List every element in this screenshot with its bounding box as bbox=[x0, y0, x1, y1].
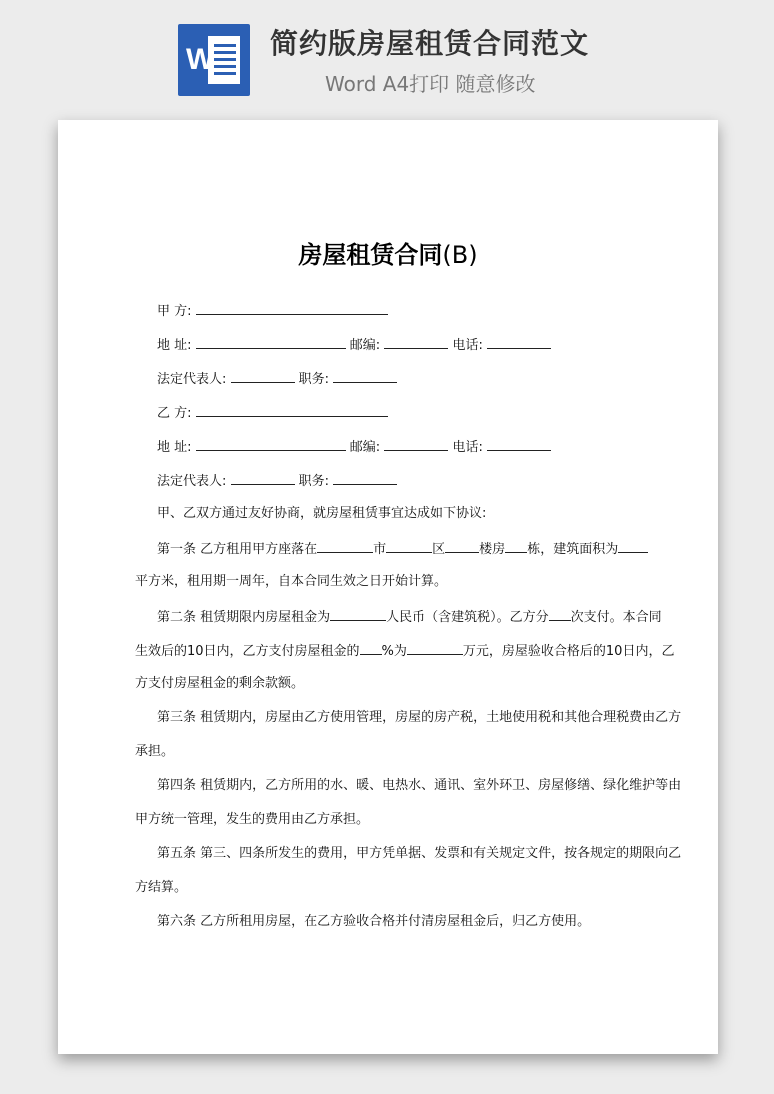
header-title: 简约版房屋租赁合同范文 bbox=[270, 27, 590, 60]
title-b-label: 职务: bbox=[298, 474, 330, 489]
rep-b-label: 法定代表人: bbox=[157, 474, 227, 489]
art2-percent-blank[interactable] bbox=[360, 640, 382, 655]
article-2-line-2 bbox=[135, 640, 674, 662]
address-a-line bbox=[157, 334, 551, 356]
article-6-line-1: 第六条 乙方所租用房屋，在乙方验收合格并付清房屋租金后，归乙方使用。 bbox=[157, 914, 591, 929]
art1-text-a: 第一条 乙方租用甲方座落在 bbox=[157, 542, 318, 557]
title-b-blank[interactable] bbox=[333, 470, 397, 485]
phone-a-blank[interactable] bbox=[487, 334, 551, 349]
article-2-line-3: 方支付房屋租金的剩余款额。 bbox=[135, 676, 305, 691]
logo-letter: W bbox=[186, 43, 215, 76]
art2-text-e: %为 bbox=[381, 644, 407, 659]
zip-b-label: 邮编: bbox=[349, 440, 381, 455]
zip-a-blank[interactable] bbox=[384, 334, 448, 349]
address-b-blank[interactable] bbox=[196, 436, 346, 451]
rep-b-blank[interactable] bbox=[231, 470, 295, 485]
party-b-label: 乙 方: bbox=[157, 406, 192, 421]
article-5-line-1: 第五条 第三、四条所发生的费用，甲方凭单据、发票和有关规定文件，按各规定的期限向乙 bbox=[157, 846, 682, 861]
address-b-line bbox=[157, 436, 551, 458]
title-main: 房屋租赁合同 bbox=[298, 241, 443, 269]
title-suffix: (B) bbox=[442, 241, 478, 269]
article-1-line-2: 平方米，租用期一周年，自本合同生效之日开始计算。 bbox=[135, 574, 448, 589]
intro-text: 甲、乙双方通过友好协商，就房屋租赁事宜达成如下协议: bbox=[157, 506, 487, 521]
party-b-line bbox=[157, 402, 388, 424]
art1-area-blank[interactable] bbox=[618, 538, 648, 553]
rep-b-line bbox=[157, 470, 397, 492]
art1-text-b: 市 bbox=[373, 542, 387, 557]
article-2-line-1 bbox=[157, 606, 662, 628]
title-a-blank[interactable] bbox=[333, 368, 397, 383]
header-subtitle: Word A4打印 随意修改 bbox=[325, 72, 536, 96]
document-title bbox=[58, 238, 718, 272]
phone-b-label: 电话: bbox=[452, 440, 483, 455]
art2-text-a: 第二条 租赁期限内房屋租金为 bbox=[157, 610, 331, 625]
phone-a-label: 电话: bbox=[452, 338, 483, 353]
party-b-blank[interactable] bbox=[196, 402, 388, 417]
art1-text-d: 楼房 bbox=[479, 542, 506, 557]
zip-b-blank[interactable] bbox=[384, 436, 448, 451]
art2-text-f: 万元，房屋验收合格后的10日内，乙 bbox=[462, 644, 675, 659]
art2-rent-blank[interactable] bbox=[330, 606, 386, 621]
art2-text-d: 生效后的10日内，乙方支付房屋租金的 bbox=[135, 644, 360, 659]
article-4-line-2: 甲方统一管理，发生的费用由乙方承担。 bbox=[135, 812, 370, 827]
phone-b-blank[interactable] bbox=[487, 436, 551, 451]
address-a-label: 地 址: bbox=[157, 338, 192, 353]
zip-a-label: 邮编: bbox=[349, 338, 381, 353]
party-a-line bbox=[157, 300, 388, 322]
address-b-label: 地 址: bbox=[157, 440, 192, 455]
art1-building-blank[interactable] bbox=[445, 538, 479, 553]
art1-text-c: 区 bbox=[432, 542, 446, 557]
art2-text-b: 人民币（含建筑税）。乙方分 bbox=[386, 610, 549, 625]
rep-a-blank[interactable] bbox=[231, 368, 295, 383]
art2-text-c: 次支付。本合同 bbox=[570, 610, 662, 625]
article-3-line-2: 承担。 bbox=[135, 744, 175, 759]
document-page bbox=[58, 120, 718, 1054]
art2-amount-blank[interactable] bbox=[407, 640, 463, 655]
address-a-blank[interactable] bbox=[196, 334, 346, 349]
art1-unit-blank[interactable] bbox=[505, 538, 527, 553]
art1-city-blank[interactable] bbox=[317, 538, 373, 553]
title-a-label: 职务: bbox=[298, 372, 330, 387]
party-a-label: 甲 方: bbox=[157, 304, 192, 319]
party-a-blank[interactable] bbox=[196, 300, 388, 315]
article-5-line-2: 方结算。 bbox=[135, 880, 188, 895]
art2-times-blank[interactable] bbox=[549, 606, 571, 621]
word-logo-icon bbox=[178, 24, 250, 96]
art1-district-blank[interactable] bbox=[386, 538, 432, 553]
rep-a-line bbox=[157, 368, 397, 390]
article-4-line-1: 第四条 租赁期内，乙方所用的水、暖、电热水、通讯、室外环卫、房屋修缮、绿化维护等由 bbox=[157, 778, 682, 793]
article-3-line-1: 第三条 租赁期内，房屋由乙方使用管理，房屋的房产税，土地使用税和其他合理税费由乙方 bbox=[157, 710, 682, 725]
header-banner bbox=[0, 0, 774, 118]
rep-a-label: 法定代表人: bbox=[157, 372, 227, 387]
art1-text-e: 栋，建筑面积为 bbox=[527, 542, 619, 557]
article-1-line-1 bbox=[157, 538, 648, 560]
